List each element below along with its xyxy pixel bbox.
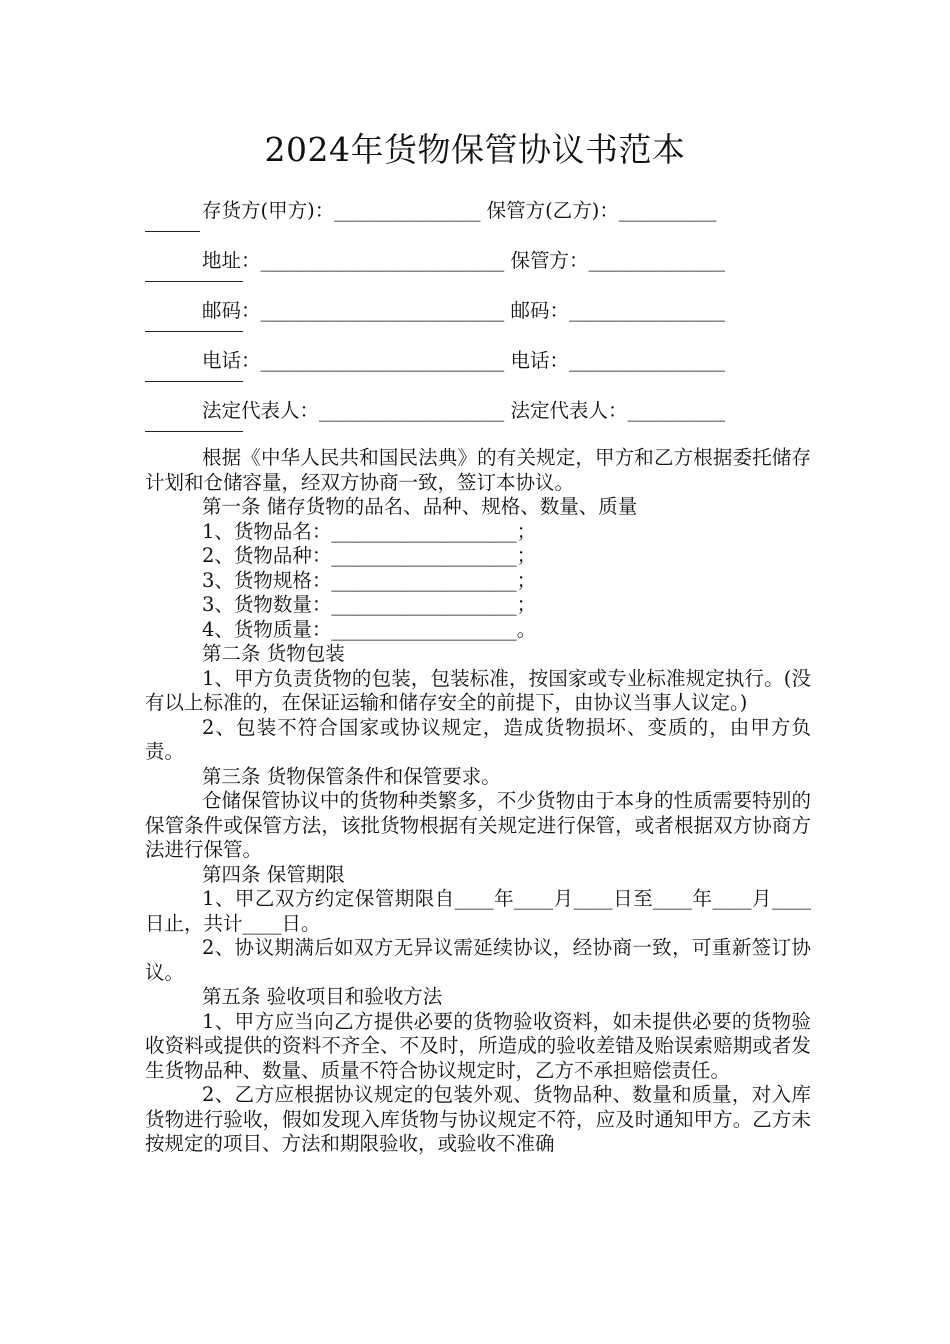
intro-paragraph: 根据《中华人民共和国民法典》的有关规定，甲方和乙方根据委托储存计划和仓储容量，经双方协商一致，签订本协议。	[145, 446, 811, 494]
article-1-item: 3、货物数量：___________________；	[202, 593, 537, 616]
article-1-item: 1、货物品名：___________________；	[202, 519, 537, 543]
party-line-postcode: 邮码：_________________________ 邮码：________________	[202, 299, 725, 322]
blank-continuation	[145, 421, 811, 446]
blank-continuation	[145, 271, 811, 296]
blank-continuation	[145, 221, 811, 246]
party-line-phone: 电话：_________________________ 电话：________________	[202, 349, 725, 372]
article-5-heading: 第五条 验收项目和验收方法	[202, 985, 443, 1008]
document-body	[145, 196, 811, 1157]
article-2-heading: 第二条 货物包装	[202, 642, 345, 665]
article-4-heading: 第四条 保管期限	[202, 862, 345, 886]
article-3-heading: 第三条 货物保管条件和保管要求。	[202, 764, 501, 788]
blank-continuation	[145, 371, 811, 396]
article-4-paragraph: 1、甲乙双方约定保管期限自____年____月____日至____年____月____日止，共计____日。	[145, 887, 811, 935]
party-line-depositor: 存货方(甲方)：_______________ 保管方(乙方)：__________	[202, 199, 717, 222]
blank-continuation	[145, 321, 811, 346]
article-2-paragraph: 2、包装不符合国家或协议规定，造成货物损坏、变质的，由甲方负责。	[145, 715, 811, 763]
document-title: 2024年货物保管协议书范本	[264, 130, 686, 169]
party-line-legal-rep: 法定代表人：___________________ 法定代表人：__________	[202, 399, 725, 422]
article-1-heading: 第一条 储存货物的品名、品种、规格、数量、质量	[202, 495, 638, 518]
article-2-paragraph: 1、甲方负责货物的包装，包装标准，按国家或专业标准规定执行。(没有以上标准的，在保证运输和储存安全的前提下，由协议当事人议定。)	[145, 666, 811, 714]
article-5-paragraph: 1、甲方应当向乙方提供必要的货物验收资料，如未提供必要的货物验收资料或提供的资料不齐全、不及时，所造成的验收差错及贻误索赔期或者发生货物品种、数量、质量不符合协议规定时，乙方不承担赔偿责任。	[145, 1009, 811, 1082]
article-4-paragraph: 2、协议期满后如双方无异议需延续协议，经协商一致，可重新签订协议。	[145, 936, 811, 984]
article-1-item: 3、货物规格：___________________；	[202, 568, 537, 592]
article-1-item: 2、货物品种：___________________；	[202, 544, 537, 567]
article-3-paragraph: 仓储保管协议中的货物种类繁多，不少货物由于本身的性质需要特别的保管条件或保管方法，该批货物根据有关规定进行保管，或者根据双方协商方法进行保管。	[145, 789, 811, 861]
article-5-paragraph: 2、乙方应根据协议规定的包装外观、货物品种、数量和质量，对入库货物进行验收，假如发现入库货物与协议规定不符，应及时通知甲方。乙方未按规定的项目、方法和期限验收，或验收不准确	[145, 1083, 811, 1155]
article-1-item: 4、货物质量：___________________。	[202, 617, 537, 641]
party-line-address: 地址：_________________________ 保管方：______________	[202, 249, 725, 272]
